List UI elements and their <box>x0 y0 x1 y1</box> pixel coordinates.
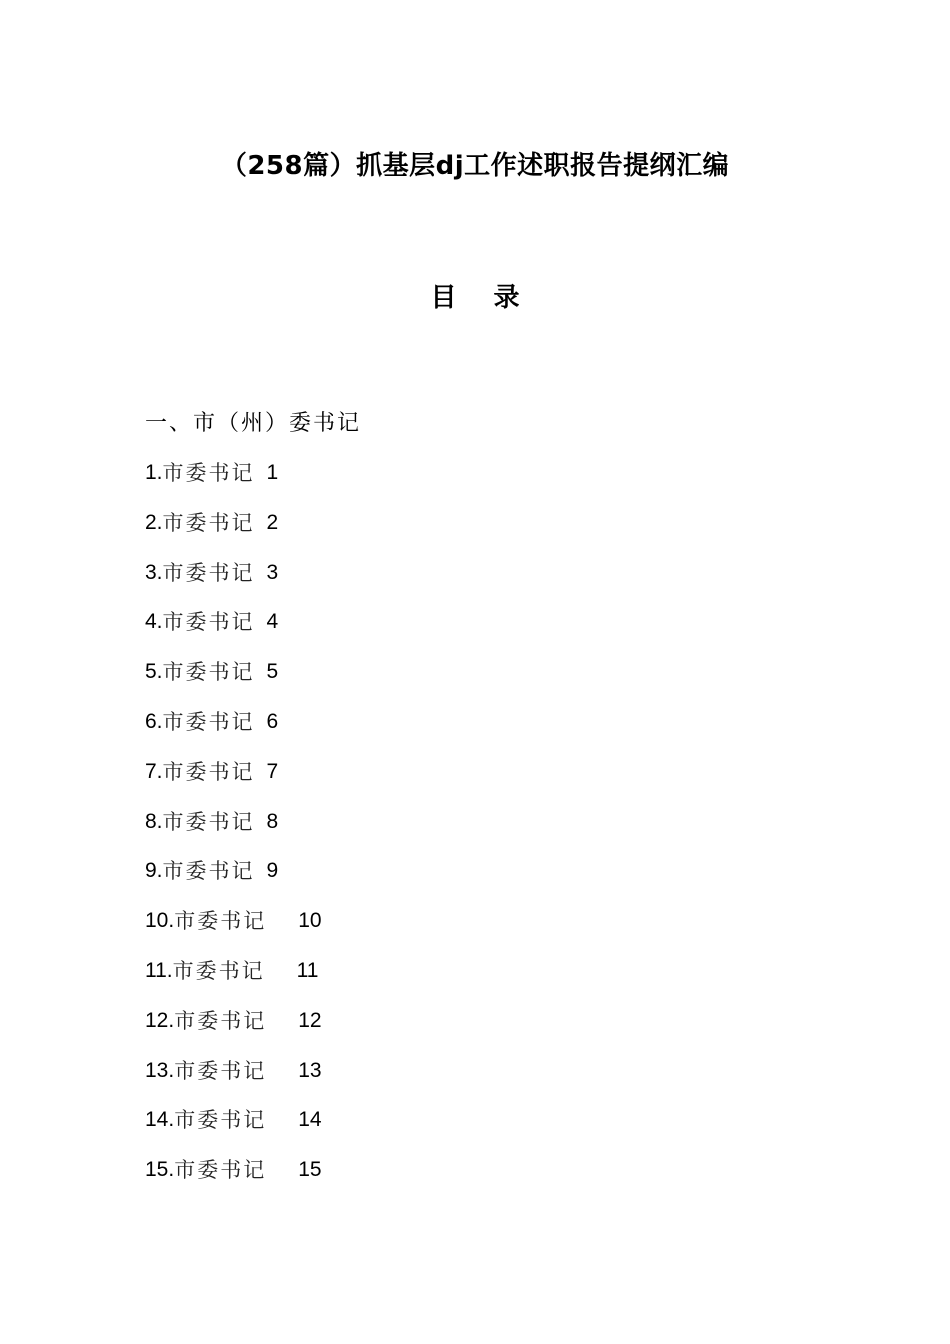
toc-entry-text: 市委书记 <box>174 1058 267 1083</box>
toc-entry-number: 15. <box>145 1158 175 1182</box>
toc-entry-number: 10. <box>145 909 175 933</box>
toc-heading <box>0 278 950 318</box>
toc-list <box>145 455 322 1202</box>
toc-entry-text: 市委书记 <box>174 1108 267 1133</box>
toc-entry[interactable] <box>145 853 322 903</box>
toc-entry-text: 市委书记 <box>162 610 255 635</box>
section-heading: 一、市（州）委书记 <box>145 411 362 436</box>
toc-entry[interactable] <box>145 754 322 804</box>
toc-entry-number: 4. <box>145 610 163 634</box>
toc-entry[interactable] <box>145 903 322 953</box>
toc-entry-page: 14 <box>298 1108 322 1132</box>
toc-entry-text: 市委书记 <box>174 1008 267 1033</box>
toc-entry-text: 市委书记 <box>162 461 255 485</box>
toc-entry-number: 5. <box>145 660 163 684</box>
toc-entry[interactable] <box>145 1053 322 1103</box>
toc-entry-page: 1 <box>266 461 279 484</box>
toc-entry-number: 3. <box>145 560 163 584</box>
toc-entry-page: 4 <box>266 610 279 634</box>
toc-entry[interactable] <box>145 804 322 854</box>
toc-entry[interactable] <box>145 604 322 654</box>
document-title: （258篇）抓基层dj工作述职报告提纲汇编 <box>220 151 730 181</box>
toc-entry-page: 15 <box>298 1158 322 1182</box>
toc-entry-page: 13 <box>298 1058 322 1082</box>
toc-entry-text: 市委书记 <box>162 859 255 884</box>
toc-entry-text: 市委书记 <box>162 809 255 834</box>
toc-entry[interactable] <box>145 1102 322 1152</box>
toc-entry-text: 市委书记 <box>162 560 255 585</box>
toc-entry-text: 市委书记 <box>162 759 255 784</box>
toc-entry-page: 3 <box>266 560 279 584</box>
toc-entry[interactable] <box>145 953 322 1003</box>
toc-entry-page: 7 <box>266 759 279 783</box>
toc-entry-text: 市委书记 <box>174 909 267 934</box>
toc-entry-number: 12. <box>145 1008 175 1032</box>
toc-entry-number: 8. <box>145 809 163 833</box>
toc-entry-number: 14. <box>145 1108 175 1132</box>
toc-entry-number: 1. <box>145 461 163 484</box>
toc-entry-number: 13. <box>145 1058 175 1082</box>
toc-entry-page: 12 <box>298 1008 322 1032</box>
toc-entry-page: 9 <box>266 859 279 883</box>
toc-entry[interactable] <box>145 1003 322 1053</box>
toc-entry-text: 市委书记 <box>162 709 255 734</box>
toc-entry[interactable] <box>145 1152 322 1202</box>
toc-entry-text: 市委书记 <box>174 1158 267 1183</box>
toc-entry[interactable] <box>145 704 322 754</box>
toc-entry-page: 10 <box>298 909 322 933</box>
toc-entry[interactable] <box>145 555 322 605</box>
toc-entry[interactable] <box>145 455 322 505</box>
toc-entry-number: 11. <box>145 958 173 982</box>
toc-entry-text: 市委书记 <box>172 958 265 983</box>
toc-entry-text: 市委书记 <box>162 510 255 535</box>
toc-entry-number: 6. <box>145 709 163 733</box>
toc-entry-number: 7. <box>145 759 163 783</box>
toc-entry[interactable] <box>145 505 322 555</box>
toc-entry-page: 11 <box>296 958 319 982</box>
toc-entry[interactable] <box>145 654 322 704</box>
toc-heading-text: 目 录 <box>430 283 534 313</box>
toc-entry-number: 9. <box>145 859 163 883</box>
toc-entry-number: 2. <box>145 510 163 534</box>
toc-entry-text: 市委书记 <box>162 660 255 685</box>
toc-entry-page: 5 <box>266 660 279 684</box>
toc-entry-page: 8 <box>266 809 279 833</box>
toc-entry-page: 6 <box>266 709 279 733</box>
toc-entry-page: 2 <box>266 510 279 534</box>
